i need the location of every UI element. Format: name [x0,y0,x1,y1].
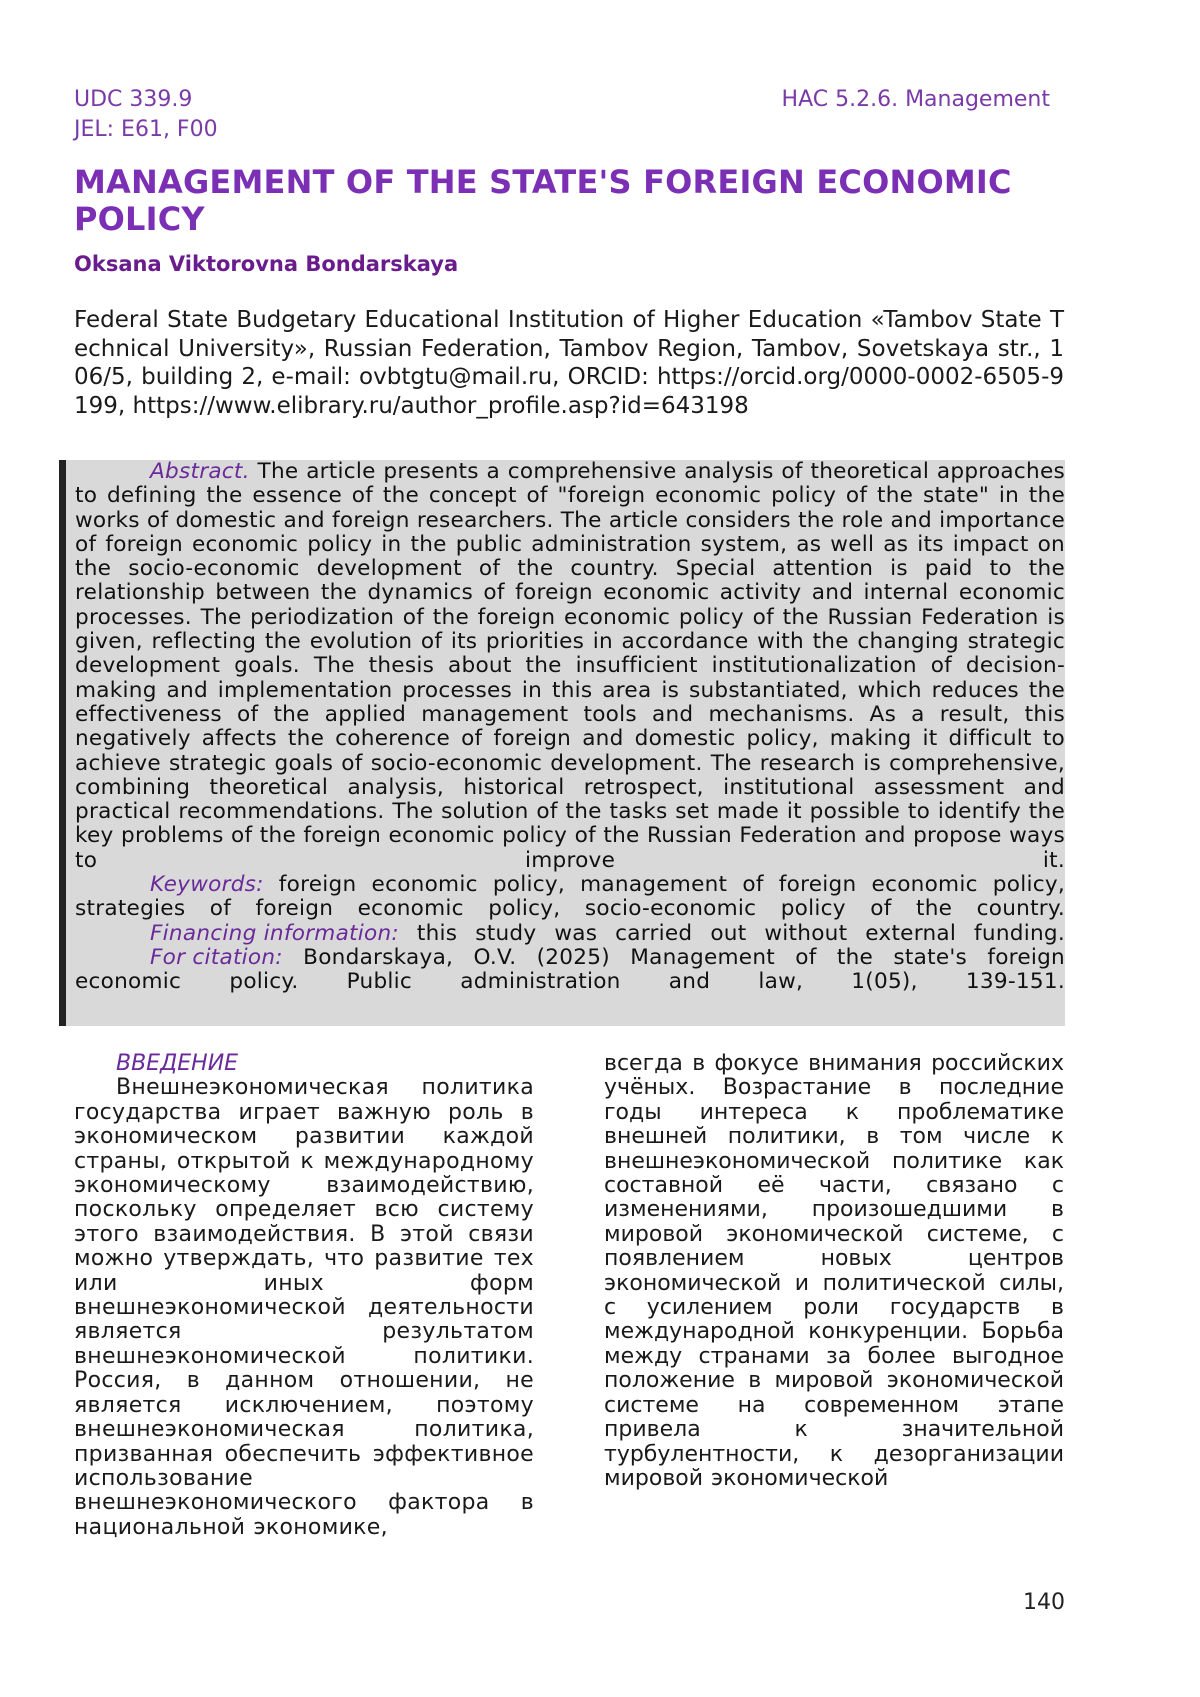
body-text-right: всегда в фокусе внимания российских учёных. Возрастание в последние годы интереса к проблематике внешней политики, в том числе к внешнеэкономической политике как составной её части, связано с изменениями, произошедшими в мировой экономической системе, с появлением новых центров экономической и политической силы, с усилением роли государств в международной конкуренции. Борьба между странами за более выгодное положение в мировой экономической системе на современном этапе привела к значительной турбулентности, к дезорганизации мировой экономической [604,1052,1064,1491]
abstract-paragraph [75,460,1065,873]
hac-code: HAC 5.2.6. Management [781,87,1050,112]
financing-text: this study was carried out without external funding. [416,920,1065,946]
jel-code: JEL: E61, F00 [74,117,218,142]
author-affiliation: Federal State Budgetary Educational Institution of Higher Education «Tambov State Technical University», Russian Federation, Tambov Region, Tambov, Sovetskaya str., 106/5, building 2, e-mail: ovbtgtu@mail.ru, ORCID: https://orcid.org/0000-0002-6505-9199, https://www.elibrary.ru/author_profile.asp?id=643198 [74,307,1064,419]
keywords-paragraph [75,873,1065,922]
body-text-left: Внешнеэкономическая политика государства играет важную роль в экономическом развитии каждой страны, открытой к международному экономическому взаимодействию, поскольку определяет всю систему этого взаимодействия. В этой связи можно утверждать, что развитие тех или иных форм внешнеэкономической деятельности является результатом внешнеэкономической политики. Россия, в данном отношении, не является исключением, поэтому внешнеэкономическая политика, призванная обеспечить эффективное использование внешнеэкономического фактора в национальной экономике, [74,1075,534,1540]
abstract-block [59,460,1065,1026]
keywords-label: Keywords: [150,872,264,898]
introduction-heading: ВВЕДЕНИЕ [116,1052,239,1076]
article-title: MANAGEMENT OF THE STATE'S FOREIGN ECONOMIC POLICY [74,163,1012,238]
financing-paragraph [75,922,1065,946]
udc-code: UDC 339.9 [74,87,193,112]
page-number: 140 [1023,1590,1065,1615]
citation-label: For citation: [150,944,283,970]
author-name: Oksana Viktorovna Bondarskaya [74,252,459,276]
citation-text: Bondarskaya, O.V. (2025) Management of the state's foreign economic policy. Public administration and law, 1(05), 139-151. [75,944,1065,995]
financing-label: Financing information: [150,920,399,946]
body-column-right [604,1052,1064,1542]
keywords-text: foreign economic policy, management of foreign economic policy, strategies of foreign economic policy, socio-economic policy of the country. [75,872,1065,922]
abstract-label: Abstract. [150,460,250,484]
abstract-text: The article presents a comprehensive analysis of theoretical approaches to defining the essence of the concept of "foreign economic policy of the state" in the works of domestic and foreign researchers. The article considers the role and importance of foreign economic policy in the public administration system, as well as its impact on the socio-economic development of the country. Special attention is paid to the relationship between the dynamics of foreign economic activity and internal economic processes. The periodization of the foreign economic policy of the Russian Federation is given, reflecting the evolution of its priorities in accordance with the changing strategic development goals. The thesis about the insufficient institutionalization of decision-making and implementation processes in this area is substantiated, which reduces the effectiveness of the applied management tools and mechanisms. As a result, this negatively affects the coherence of foreign and domestic policy, making it difficult to achieve strategic goals of socio-economic development. The research is comprehensive, combining theoretical analysis, historical retrospect, institutional assessment and practical recommendations. The solution of the tasks set made it possible to identify the key problems of the foreign economic policy of the Russian Federation and propose ways to improve it. [75,460,1065,873]
body-column-left [74,1052,534,1542]
citation-paragraph [75,946,1065,995]
